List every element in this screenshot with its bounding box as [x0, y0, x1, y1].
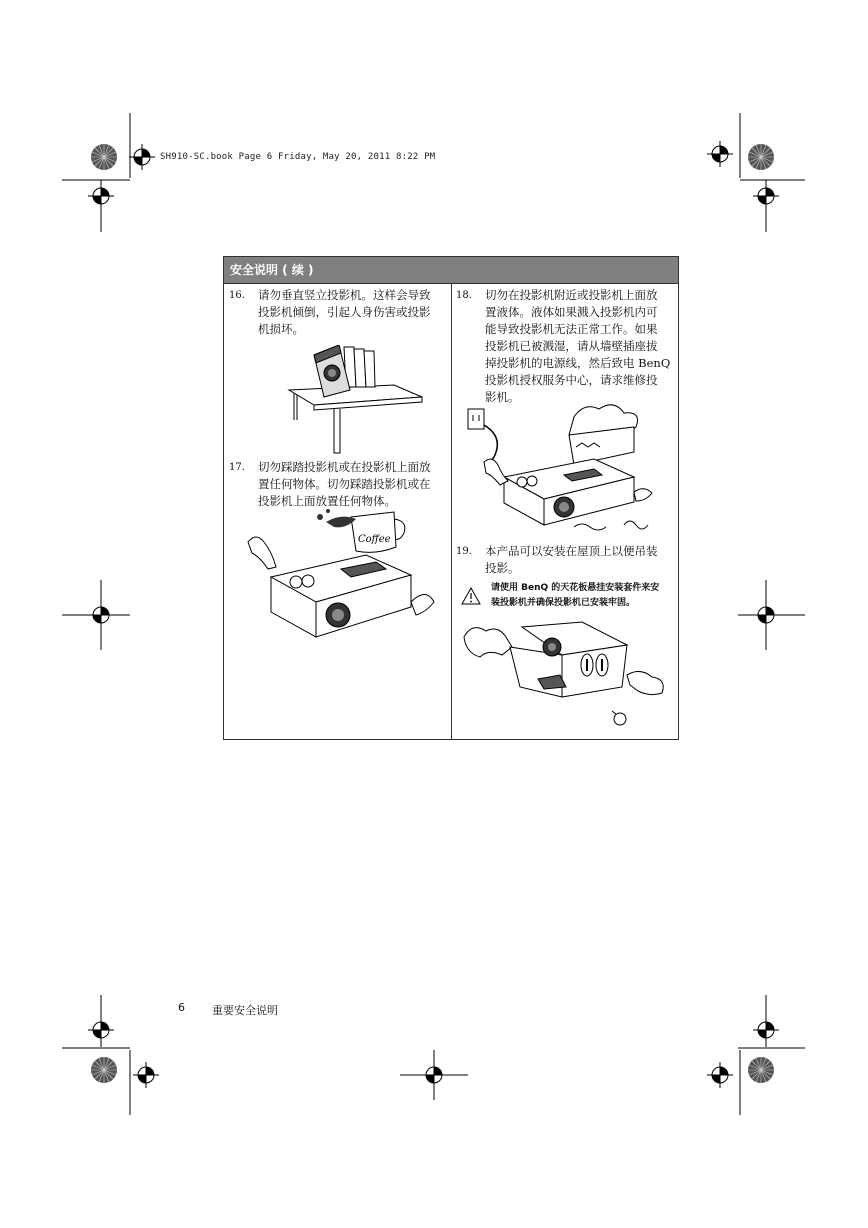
coffee-on-projector-illustration — [246, 507, 436, 647]
item-line: 请勿垂直竖立投影机。这样会导致 — [258, 288, 431, 302]
item-number: 16. — [229, 290, 245, 301]
warning-triangle-icon — [461, 587, 481, 605]
warning-line: 请使用 BenQ 的天花板悬挂安装套件来安 — [491, 583, 660, 593]
registration-cross-icon — [707, 1062, 733, 1088]
item-line: 投影。 — [485, 561, 520, 575]
item-line: 本产品可以安装在屋顶上以便吊装 — [485, 544, 658, 558]
instruction-item-16 — [229, 287, 447, 347]
footer-section-name: 重要安全说明 — [212, 1004, 278, 1017]
item-text — [485, 543, 658, 577]
item-line: 投影机授权服务中心，请求维修投 — [485, 373, 658, 387]
ceiling-mount-illustration — [462, 617, 672, 732]
item-text — [258, 287, 431, 338]
instruction-item-19 — [456, 543, 676, 579]
registration-cross-icon — [133, 1062, 159, 1088]
item-number: 17. — [229, 462, 245, 473]
column-divider — [451, 284, 452, 740]
item-text — [485, 287, 670, 406]
warning-line: 装投影机并确保投影机已安装牢固。 — [491, 598, 636, 608]
registration-cross-icon — [129, 144, 155, 170]
item-line: 影机。 — [485, 390, 520, 404]
page-number: 6 — [178, 1001, 185, 1014]
item-line: 切勿踩踏投影机或在投影机上面放 — [258, 460, 431, 474]
instruction-item-18 — [456, 287, 676, 412]
liquid-spill-illustration — [464, 397, 674, 537]
registration-star-icon — [748, 1057, 774, 1083]
section-title: 安全说明 ( 续 ) — [224, 257, 678, 284]
item-line: 投影机已被溅湿，请从墙壁插座拔 — [485, 339, 658, 353]
registration-star-icon — [748, 144, 774, 170]
item-line: 能导致投影机无法正常工作。如果 — [485, 322, 658, 336]
item-line: 掉投影机的电源线，然后致电 BenQ — [485, 356, 671, 370]
item-number: 18. — [456, 290, 472, 301]
item-line: 机损坏。 — [258, 322, 304, 336]
item-line: 置液体。液体如果溅入投影机内可 — [485, 305, 658, 319]
registration-star-icon — [91, 144, 117, 170]
item-line: 置任何物体。切勿踩踏投影机或在 — [258, 477, 431, 491]
item-line: 投影机倾倒，引起人身伤害或投影 — [258, 305, 431, 319]
coffee-label: Coffee — [358, 534, 391, 545]
book-file-header: SH910-SC.book Page 6 Friday, May 20, 2011 8:22 PM — [160, 152, 436, 162]
item-number: 19. — [456, 546, 472, 557]
safety-instructions-box — [223, 256, 679, 740]
item-line: 投影机上面放置任何物体。 — [258, 494, 396, 508]
ceiling-mount-warning — [491, 581, 679, 611]
item-line: 切勿在投影机附近或投影机上面放 — [485, 288, 658, 302]
upright-projector-illustration — [284, 345, 424, 455]
registration-star-icon — [91, 1057, 117, 1083]
item-text — [258, 459, 431, 510]
registration-cross-icon — [707, 141, 733, 167]
